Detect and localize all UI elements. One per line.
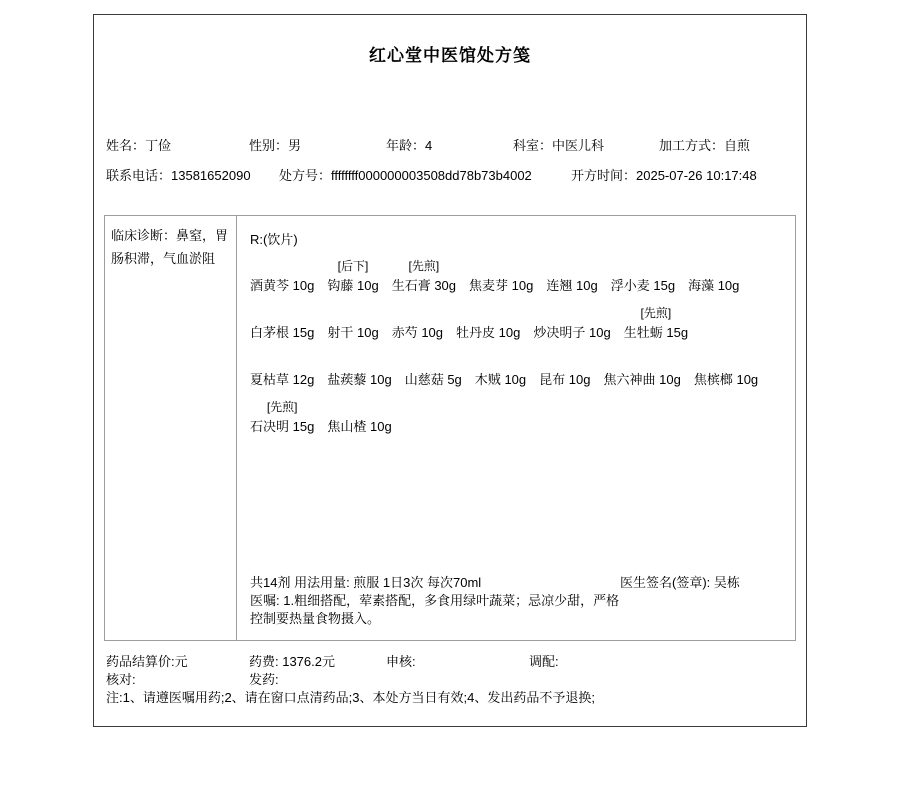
- diagnosis-text: 鼻窒，胃肠积滞，气血淤阻: [111, 228, 229, 266]
- herb-item: [327, 397, 391, 437]
- herb-dose: 12g: [292, 372, 315, 387]
- herb-item: [539, 350, 590, 390]
- herb-name: 海藻: [688, 278, 715, 293]
- herb-name: 牡丹皮: [456, 325, 496, 340]
- herb-name: 盐蒺藜: [327, 372, 367, 387]
- herb-item: [392, 256, 456, 296]
- herb-name: 焦麦芽: [469, 278, 509, 293]
- herb-name-dose: [624, 323, 688, 343]
- herb-row: [250, 350, 785, 390]
- diagnosis-label: 临床诊断：: [111, 228, 177, 243]
- rx-cell: [237, 216, 795, 640]
- patient-age: [386, 135, 432, 154]
- rx-number-label: 处方号：: [279, 168, 332, 183]
- herb-name: 炒决明子: [533, 325, 586, 340]
- herb-name: 射干: [327, 325, 354, 340]
- herb-name: 焦槟榔: [693, 372, 733, 387]
- herb-name: 浮小麦: [610, 278, 650, 293]
- herb-name-dose: [250, 417, 314, 437]
- herb-item: [250, 350, 314, 390]
- patient-gender-value: 男: [288, 138, 302, 153]
- usage-summary: 共14剂 用法用量: 煎服 1日3次 每次70ml: [250, 575, 482, 590]
- herb-name-dose: [392, 323, 443, 343]
- herb-name: 木贼: [474, 372, 501, 387]
- prepare-field: 调配:: [529, 654, 559, 669]
- herb-item: [327, 350, 391, 390]
- herb-name: 焦山楂: [327, 419, 367, 434]
- patient-phone-label: 联系电话：: [106, 168, 172, 183]
- review-field: 申核:: [386, 654, 416, 669]
- herb-dose: 10g: [589, 325, 611, 340]
- herb-name-dose: [611, 276, 675, 296]
- herb-dose: 10g: [736, 372, 759, 387]
- doctor-signature: 医生签名(签章): 吴栋: [620, 575, 740, 590]
- herb-item: [405, 350, 462, 390]
- herb-name-dose: [539, 370, 590, 390]
- herb-dose: 10g: [421, 325, 444, 340]
- patient-age-label: 年龄：: [386, 138, 426, 153]
- herb-dose: 10g: [356, 278, 379, 293]
- herb-name: 生石膏: [391, 278, 431, 293]
- herb-name-dose: [694, 370, 758, 390]
- patient-gender-label: 性别：: [249, 138, 289, 153]
- rx-number: [279, 165, 532, 184]
- herb-item: [611, 256, 675, 296]
- herb-item: [327, 256, 378, 296]
- herb-name: 石决明: [250, 419, 290, 434]
- herb-name: 生牡蛎: [623, 325, 663, 340]
- herb-name: 白茅根: [250, 325, 290, 340]
- herb-dose: 10g: [369, 419, 392, 434]
- herb-name: 焦六神曲: [603, 372, 656, 387]
- herb-name-dose: [327, 370, 391, 390]
- herb-item: [688, 256, 739, 296]
- herb-name-dose: [250, 276, 314, 296]
- patient-dept-value: 中医儿科: [552, 138, 605, 153]
- herb-decoction-tag: [先煎]: [408, 259, 440, 273]
- herb-name-dose: [405, 370, 462, 390]
- doctor-advice-line2: 控制要热量食物摄入。: [250, 611, 381, 626]
- herb-name-dose: [327, 323, 378, 343]
- herb-name-dose: [456, 323, 520, 343]
- herb-item: [392, 303, 443, 343]
- herb-dose: 15g: [653, 278, 676, 293]
- rx-number-value: ffffffff000000003508dd78b73b4002: [331, 168, 532, 183]
- process-method-label: 加工方式：: [659, 138, 725, 153]
- herb-rows: [250, 256, 785, 444]
- herb-name-dose: [546, 276, 597, 296]
- herb-item: [546, 256, 597, 296]
- rx-time: [571, 165, 757, 184]
- settle-price: 药品结算价:元: [106, 654, 188, 669]
- herb-name-dose: [603, 370, 680, 390]
- herb-name: 连翘: [546, 278, 573, 293]
- herb-dose: 10g: [568, 372, 591, 387]
- patient-age-value: 4: [425, 138, 433, 153]
- herb-name-dose: [469, 276, 533, 296]
- herb-dose: 10g: [369, 372, 392, 387]
- herb-decoction-tag: [先煎]: [266, 400, 298, 414]
- prescription-sheet: [93, 14, 807, 727]
- medicine-fee: 药费: 1376.2元: [249, 654, 335, 669]
- herb-item: [469, 256, 533, 296]
- herb-name: 赤芍: [391, 325, 418, 340]
- process-method-value: 自煎: [724, 138, 751, 153]
- herb-item: [456, 303, 520, 343]
- herb-dose: 15g: [666, 325, 689, 340]
- herb-dose: 15g: [292, 325, 315, 340]
- herb-name-dose: [327, 417, 391, 437]
- patient-name: [106, 135, 171, 154]
- herb-dose: 10g: [292, 278, 315, 293]
- herb-item: [475, 350, 526, 390]
- herb-item: [250, 303, 314, 343]
- patient-phone: [106, 165, 251, 184]
- patient-gender: [249, 135, 301, 154]
- herb-decoction-tag: [后下]: [337, 259, 369, 273]
- herb-item: [250, 397, 314, 437]
- footer: [104, 651, 804, 723]
- process-method: [659, 135, 750, 154]
- herb-item: [327, 303, 378, 343]
- prescription-body: [104, 215, 796, 641]
- herb-row: [250, 397, 785, 437]
- herb-dose: 15g: [292, 419, 315, 434]
- herb-item: [694, 350, 758, 390]
- patient-phone-value: 13581652090: [171, 168, 251, 183]
- herb-row: [250, 256, 785, 296]
- herb-item: [624, 303, 688, 343]
- herb-dose: 30g: [434, 278, 457, 293]
- herb-dose: 10g: [511, 278, 534, 293]
- rx-time-label: 开方时间：: [571, 168, 637, 183]
- herb-name-dose: [250, 323, 314, 343]
- herb-name-dose: [533, 323, 610, 343]
- rx-time-value: 2025-07-26 10:17:48: [636, 168, 757, 183]
- rx-bottom: [250, 574, 785, 628]
- patient-dept: [513, 135, 604, 154]
- herb-name: 钩藤: [327, 278, 354, 293]
- herb-decoction-tag: [先煎]: [640, 306, 672, 320]
- herb-name: 酒黄芩: [250, 278, 290, 293]
- herb-name-dose: [392, 276, 456, 296]
- herb-row: [250, 303, 785, 343]
- check-field: 核对:: [106, 672, 136, 687]
- herb-dose: 10g: [504, 372, 527, 387]
- herb-item: [603, 350, 680, 390]
- patient-name-label: 姓名：: [106, 138, 146, 153]
- note-line: 注:1、请遵医嘱用药;2、请在窗口点清药品;3、本处方当日有效;4、发出药品不予退换;: [106, 690, 595, 705]
- herb-name: 山慈菇: [404, 372, 444, 387]
- herb-name: 昆布: [539, 372, 566, 387]
- herb-name: 夏枯草: [250, 372, 290, 387]
- page-title: 红心堂中医馆处方笺: [369, 46, 531, 65]
- herb-dose: 10g: [498, 325, 521, 340]
- herb-item: [250, 256, 314, 296]
- clinical-diagnosis: [105, 216, 237, 640]
- herb-name-dose: [475, 370, 526, 390]
- herb-dose: 5g: [447, 372, 462, 387]
- herb-dose: 10g: [659, 372, 681, 387]
- herb-item: [533, 303, 610, 343]
- herb-name-dose: [327, 276, 378, 296]
- patient-name-value: 丁俭: [145, 138, 172, 153]
- usage-line: [250, 574, 785, 592]
- doctor-advice-line1: 医嘱: 1.粗细搭配，荤素搭配，多食用绿叶蔬菜；忌凉少甜，严格: [250, 593, 620, 608]
- herb-name-dose: [688, 276, 739, 296]
- dispense-field: 发药:: [249, 672, 279, 687]
- herb-name-dose: [250, 370, 314, 390]
- herb-dose: 10g: [356, 325, 379, 340]
- herb-dose: 10g: [717, 278, 740, 293]
- patient-dept-label: 科室：: [513, 138, 553, 153]
- herb-dose: 10g: [576, 278, 598, 293]
- rx-header: R:(饮片): [250, 232, 298, 247]
